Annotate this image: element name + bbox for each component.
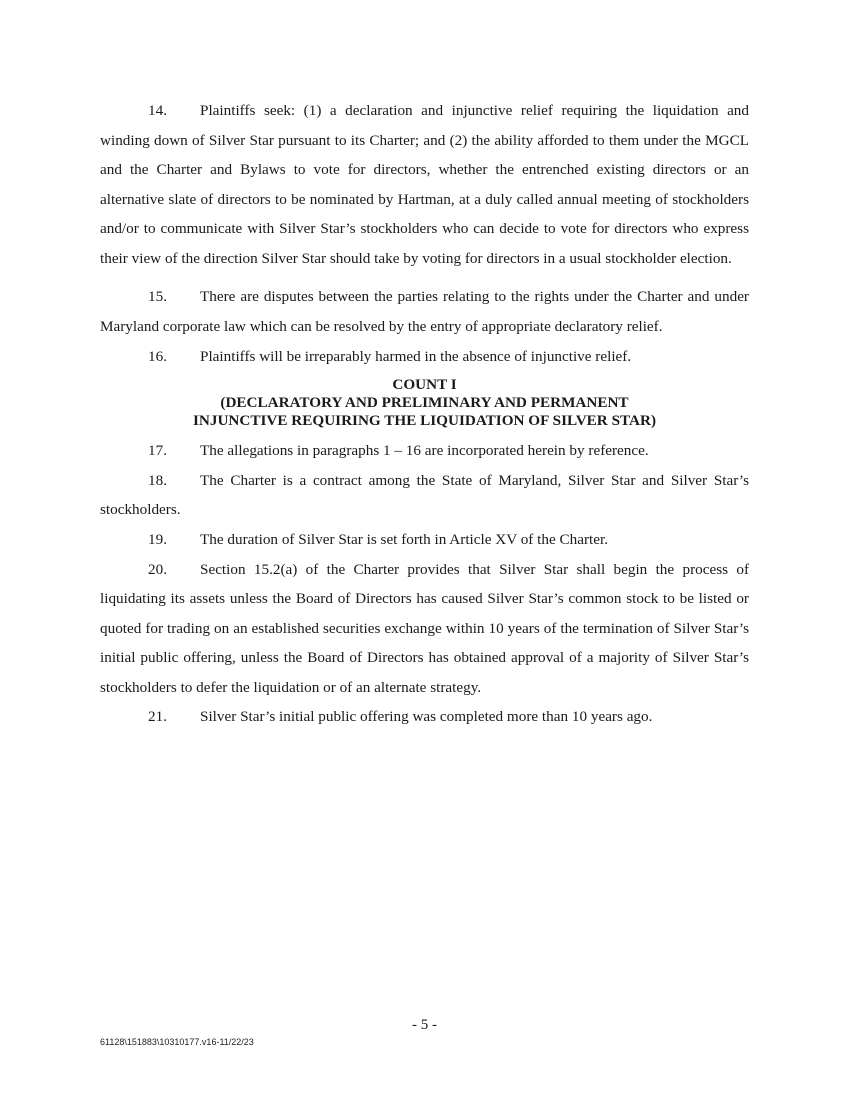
paragraph-text: The allegations in paragraphs 1 – 16 are incorporated herein by reference. [200, 442, 649, 460]
paragraph-text: Plaintiffs seek: (1) a declaration and injunctive relief requiring the liquidation and winding down of Silver Star pursuant to its Charter; and (2) the ability afforded to them under the MGCL and the Charter and Bylaws to vote for directors, whether the entrenched existing directors or an alternative slate of directors to be nominated by Hartman, at a duly called annual meeting of stockholders and/or to communicate with Silver Star’s stockholders who can decide to vote for directors who express their view of the direction Silver Star should take by voting for directors in a usual stockholder election. [100, 102, 749, 267]
count-heading [100, 376, 749, 430]
paragraph-14 [100, 96, 749, 274]
paragraph-15 [100, 282, 749, 341]
paragraph-text: Silver Star’s initial public offering was completed more than 10 years ago. [200, 708, 653, 726]
paragraph-17 [100, 436, 749, 466]
paragraph-number: 19. [148, 530, 167, 548]
count-title: COUNT I [392, 376, 457, 394]
paragraph-20 [100, 555, 749, 703]
paragraph-text: Plaintiffs will be irreparably harmed in the absence of injunctive relief. [200, 347, 632, 365]
paragraph-16 [100, 342, 749, 372]
paragraph-19 [100, 525, 749, 555]
page-number: - 5 - [412, 1017, 437, 1033]
paragraph-text: Section 15.2(a) of the Charter provides that Silver Star shall begin the process of liquidating its assets unless the Board of Directors has caused Silver Star’s common stock to be listed or quoted for trading on an established securities exchange within 10 years of the termination of Silver Star’s initial public offering, unless the Board of Directors has obtained approval of a majority of Silver Star’s stockholders to defer the liquidation or of an alternate strategy. [100, 560, 749, 696]
paragraph-text: There are disputes between the parties relating to the rights under the Charter and under Maryland corporate law which can be resolved by the entry of appropriate declaratory relief. [100, 287, 749, 335]
paragraph-number: 17. [148, 442, 167, 460]
paragraph-number: 16. [148, 347, 167, 365]
paragraph-number: 18. [148, 471, 167, 489]
document-body [100, 96, 749, 732]
paragraph-number: 14. [148, 102, 167, 119]
count-subtitle-line-2: INJUNCTIVE REQUIRING THE LIQUIDATION OF SILVER STAR) [192, 412, 657, 430]
paragraph-number: 20. [148, 560, 167, 578]
paragraph-number: 15. [148, 287, 167, 305]
paragraph-18 [100, 466, 749, 525]
count-subtitle-line-1: (DECLARATORY AND PRELIMINARY AND PERMANENT [220, 394, 629, 412]
paragraph-21 [100, 702, 749, 732]
paragraph-text: The Charter is a contract among the State of Maryland, Silver Star and Silver Star’s stockholders. [100, 471, 749, 519]
document-id: 61128\151883\10310177.v16-11/22/23 [100, 1037, 254, 1047]
paragraph-text: The duration of Silver Star is set forth in Article XV of the Charter. [200, 530, 609, 548]
paragraph-number: 21. [148, 708, 167, 726]
